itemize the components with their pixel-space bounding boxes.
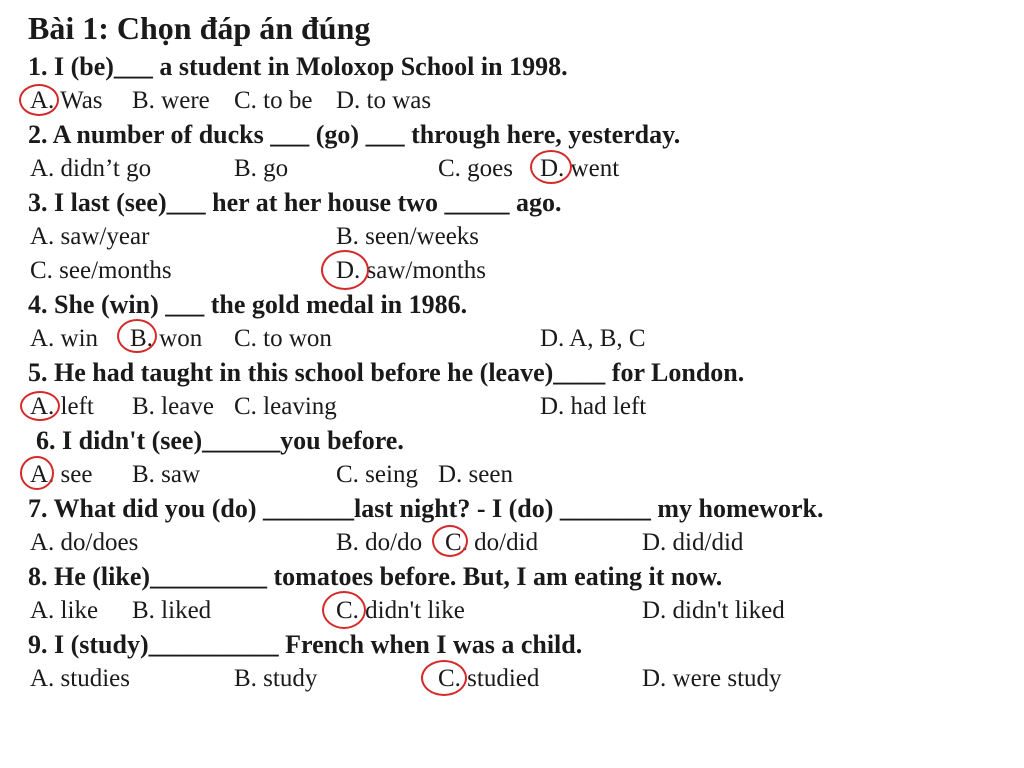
exercise-title: Bài 1: Chọn đáp án đúng (28, 10, 371, 46)
option-9-a[interactable]: A. studies (30, 665, 130, 692)
question-9: 9. I (study)__________ French when I was a child. (28, 630, 583, 659)
option-8-a[interactable]: A. like (30, 597, 99, 624)
option-1-d[interactable]: D. to was (336, 87, 432, 114)
question-1: 1. I (be)___ a student in Moloxop School in 1998. (28, 52, 568, 81)
question-6: 6. I didn't (see)______you before. (36, 426, 404, 455)
question-7: 7. What did you (do) _______last night? - I (do) _______ my homework. (28, 494, 824, 523)
question-8: 8. He (like)_________ tomatoes before. But, I am eating it now. (28, 562, 723, 591)
option-5-d[interactable]: D. had left (540, 393, 647, 420)
option-9-d[interactable]: D. were study (642, 665, 782, 692)
option-9-c[interactable]: C. studied (438, 665, 540, 692)
option-4-c[interactable]: C. to won (234, 325, 332, 352)
option-3-b[interactable]: B. seen/weeks (336, 223, 480, 250)
option-2-d[interactable]: D. went (540, 155, 620, 182)
option-7-a[interactable]: A. do/does (30, 529, 139, 556)
option-6-c[interactable]: C. seing (336, 461, 418, 488)
option-4-b[interactable]: B. won (130, 325, 203, 352)
option-1-c[interactable]: C. to be (234, 87, 313, 114)
option-1-b[interactable]: B. were (132, 87, 210, 114)
question-4: 4. She (win) ___ the gold medal in 1986. (28, 290, 468, 319)
question-5: 5. He had taught in this school before he (leave)____ for London. (28, 358, 745, 387)
option-2-b[interactable]: B. go (234, 155, 289, 182)
option-4-d[interactable]: D. A, B, C (540, 325, 646, 352)
option-5-b[interactable]: B. leave (132, 393, 214, 420)
option-6-b[interactable]: B. saw (132, 461, 201, 488)
option-7-c[interactable]: C. do/did (445, 529, 539, 556)
option-3-a[interactable]: A. saw/year (30, 223, 150, 250)
option-7-d[interactable]: D. did/did (642, 529, 744, 556)
option-6-a[interactable]: A. see (30, 461, 93, 488)
question-2: 2. A number of ducks ___ (go) ___ through here, yesterday. (28, 120, 681, 149)
option-3-d[interactable]: D. saw/months (336, 257, 486, 284)
option-5-c[interactable]: C. leaving (234, 393, 337, 420)
option-2-a[interactable]: A. didn’t go (30, 155, 152, 182)
option-3-c[interactable]: C. see/months (30, 257, 172, 284)
option-6-d[interactable]: D. seen (438, 461, 513, 488)
option-5-a[interactable]: A. left (30, 393, 94, 420)
option-2-c[interactable]: C. goes (438, 155, 513, 182)
option-8-b[interactable]: B. liked (132, 597, 212, 624)
option-8-c[interactable]: C. didn't like (336, 597, 465, 624)
option-8-d[interactable]: D. didn't liked (642, 597, 785, 624)
option-4-a[interactable]: A. win (30, 325, 99, 352)
option-1-a[interactable]: A. Was (30, 87, 103, 114)
option-9-b[interactable]: B. study (234, 665, 318, 692)
option-7-b[interactable]: B. do/do (336, 529, 423, 556)
question-3: 3. I last (see)___ her at her house two _____ ago. (28, 188, 562, 217)
